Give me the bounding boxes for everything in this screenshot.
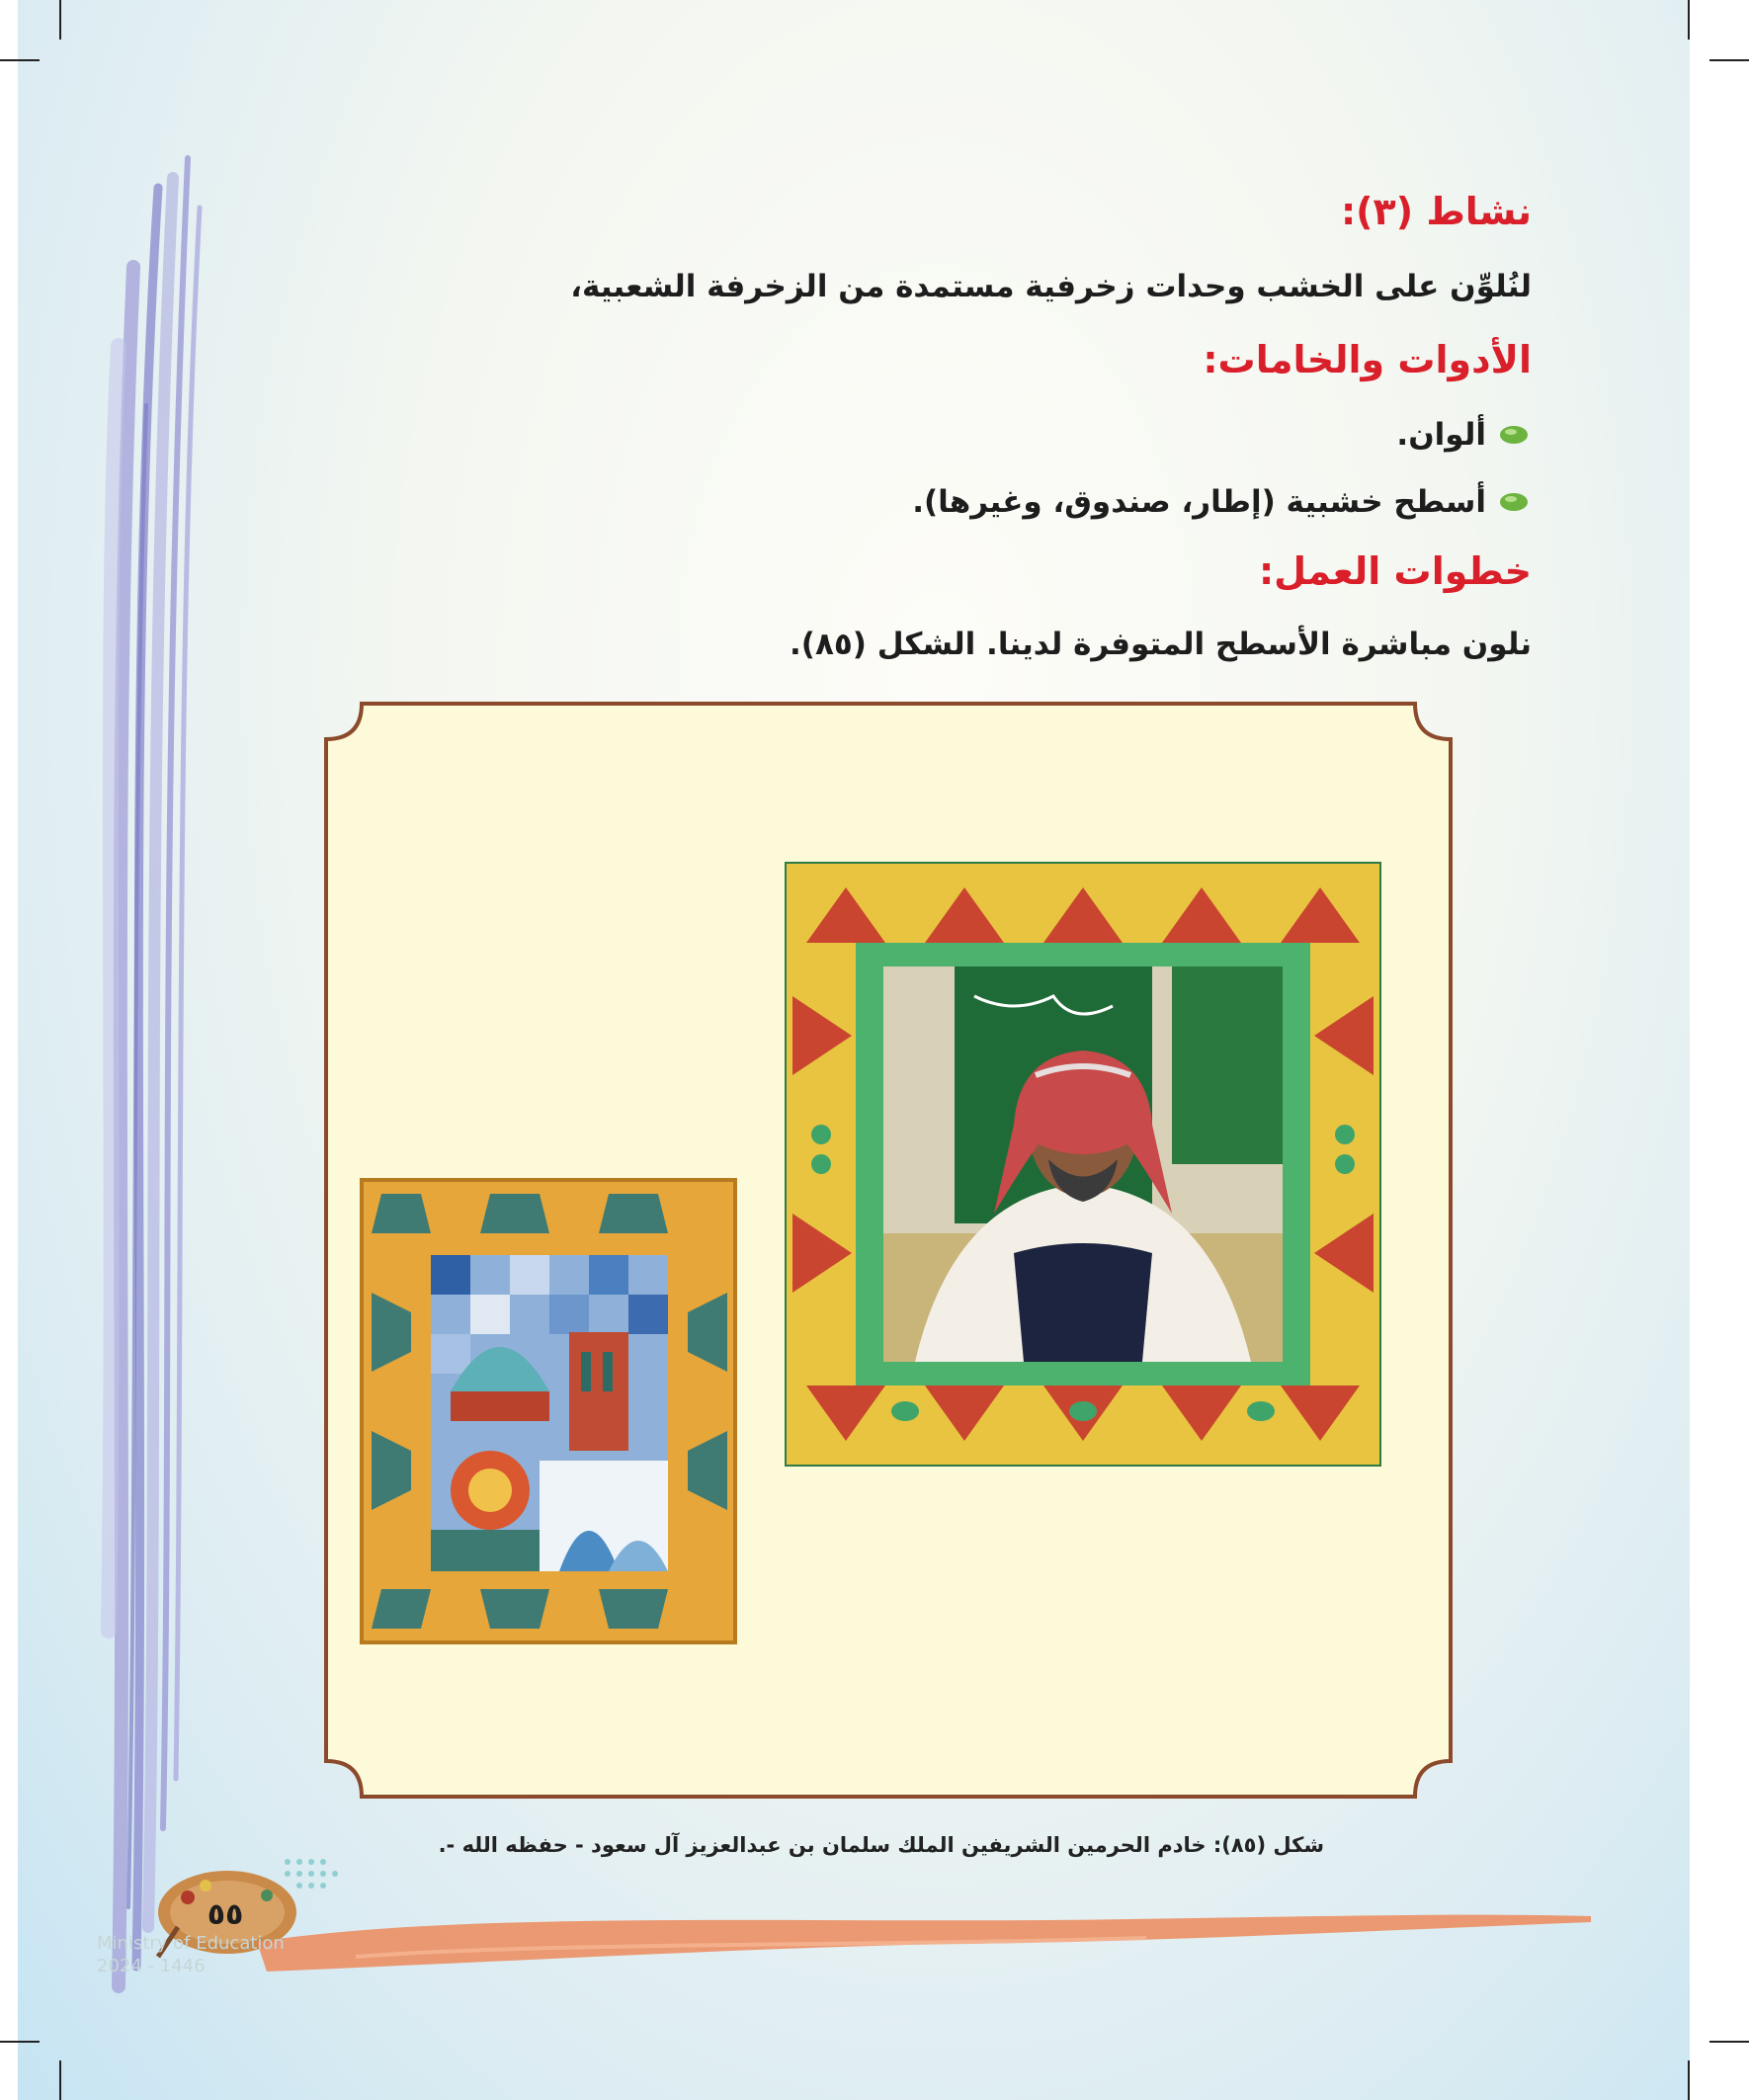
- tool-item: [1396, 415, 1530, 455]
- decorated-frame-small: [362, 1180, 735, 1642]
- figure-caption: شكل (٨٥): خادم الحرمين الشريفين الملك سلمان بن عبدالعزيز آل سعود - حفظه الله -.: [438, 1833, 1324, 1857]
- ministry-watermark: [97, 1932, 285, 1978]
- crop-mark: [1688, 0, 1690, 40]
- crop-mark: [1688, 2060, 1690, 2100]
- tool-item-label: أسطح خشبية (إطار، صندوق، وغيرها).: [912, 484, 1486, 520]
- watermark-line: 2024 - 1446: [97, 1956, 206, 1977]
- figure-panel: [322, 700, 1455, 1801]
- orange-brush-stroke: [257, 1902, 1601, 1981]
- step-text: نلون مباشرة الأسطح المتوفرة لدينا. الشكل (٨٥).: [790, 627, 1532, 662]
- activity-title: نشاط (٣):: [1340, 190, 1532, 233]
- green-leaf-icon: [1498, 491, 1530, 513]
- intro-text: لنُلوِّن على الخشب وحدات زخرفية مستمدة من الزخرفة الشعبية،: [570, 269, 1532, 304]
- tool-item-label: ألوان.: [1396, 417, 1486, 453]
- green-leaf-icon: [1498, 424, 1530, 446]
- brush-strokes-decoration: [89, 148, 208, 1996]
- page-number: ٥٥: [207, 1897, 244, 1932]
- dots-decoration: [282, 1856, 351, 1895]
- crop-mark: [0, 2041, 40, 2043]
- crop-mark: [0, 59, 40, 61]
- crop-mark: [1709, 59, 1749, 61]
- steps-heading: خطوات العمل:: [1258, 549, 1532, 593]
- tool-item: [912, 482, 1530, 522]
- tools-heading: الأدوات والخامات:: [1203, 338, 1532, 381]
- crop-mark: [1709, 2041, 1749, 2043]
- crop-mark: [59, 2060, 61, 2100]
- watermark-line: Ministry of Education: [97, 1933, 285, 1954]
- crop-mark: [59, 0, 61, 40]
- decorated-frame-large: [787, 864, 1379, 1465]
